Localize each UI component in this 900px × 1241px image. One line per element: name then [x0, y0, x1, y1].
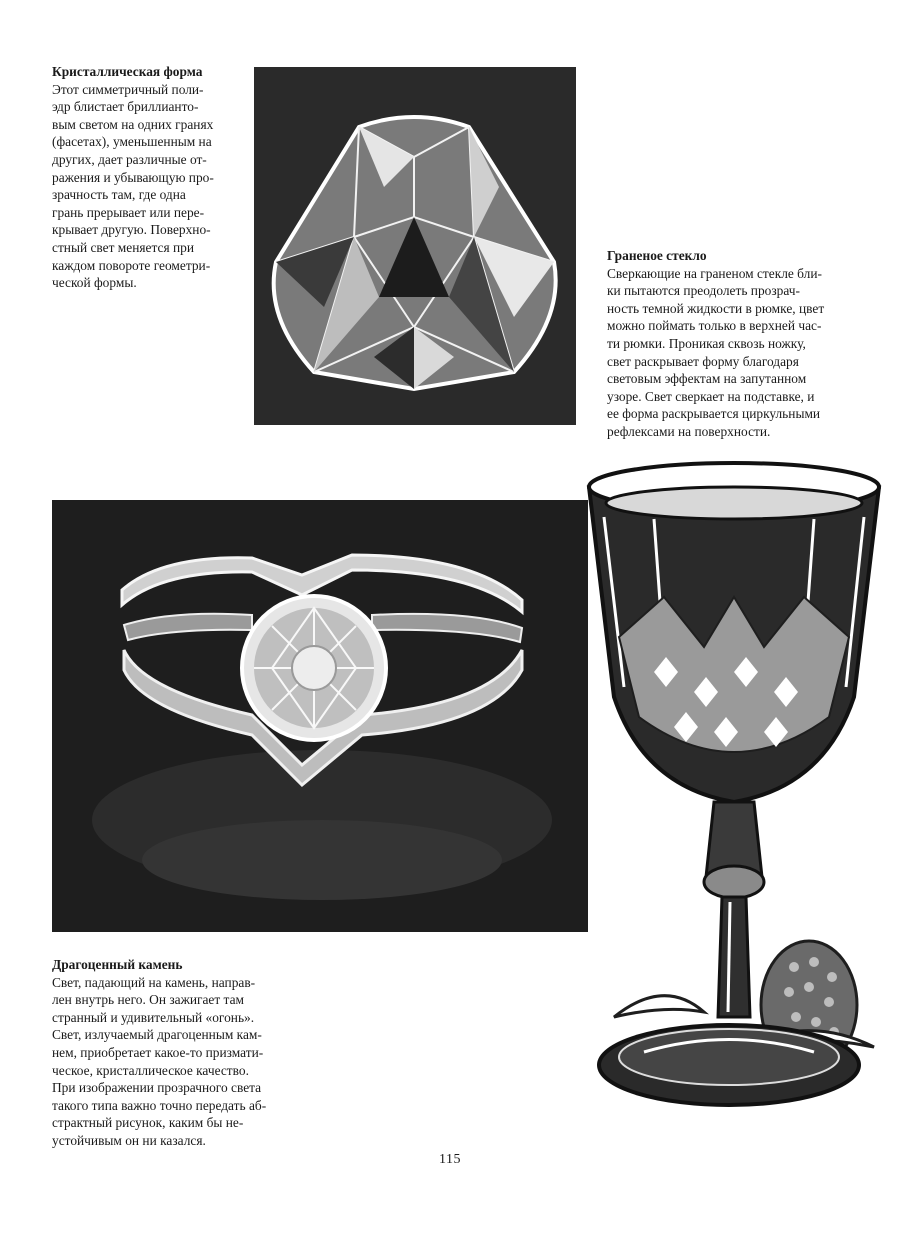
- ring-illustration: [52, 500, 588, 932]
- caption-glass-heading: Граненое стекло: [607, 248, 707, 263]
- caption-gem-heading: Драгоценный камень: [52, 957, 183, 972]
- caption-gem-body: Свет, падающий на камень, направ- лен внутрь него. Он зажигает там странный и удивительный «огонь». Свет, излучаемый драгоценным кам- нем, приобретает какое-то призмати- ческое, кристаллическое качество. При изображении прозрачного света такого типа важно точно передать аб- страктный рисунок, каким бы не- устойчивым он ни казался.: [52, 974, 267, 1148]
- caption-crystal-heading: Кристаллическая форма: [52, 64, 203, 79]
- page-number: 115: [439, 1152, 461, 1167]
- caption-glass: [607, 247, 867, 441]
- caption-crystal: [52, 63, 252, 292]
- caption-crystal-body: Этот симметричный поли- эдр блистает бриллианто- вым светом на одних гранях (фасетах), уменьшенным на других, дает различные от- ражения и убывающую про- зрачность там, где одна грань прерывает или пере- крывает другую. Поверхно- стный свет меняется при каждом повороте геометри- ческой формы.: [52, 81, 214, 291]
- goblet-illustration: [584, 457, 884, 1117]
- crystal-illustration: [254, 67, 576, 425]
- caption-glass-body: Сверкающие на граненом стекле бли- ки пытаются преодолеть прозрач- ность темной жидкости в рюмке, цвет можно поймать только в верхней час- ти рюмки. Проникая сквозь ножку, свет раскрывает форму благодаря световым эффектам на запутанном узоре. Свет сверкает на подставке, и ее форма раскрывается циркульными рефлексами на поверхности.: [607, 265, 825, 439]
- caption-gem: [52, 956, 302, 1150]
